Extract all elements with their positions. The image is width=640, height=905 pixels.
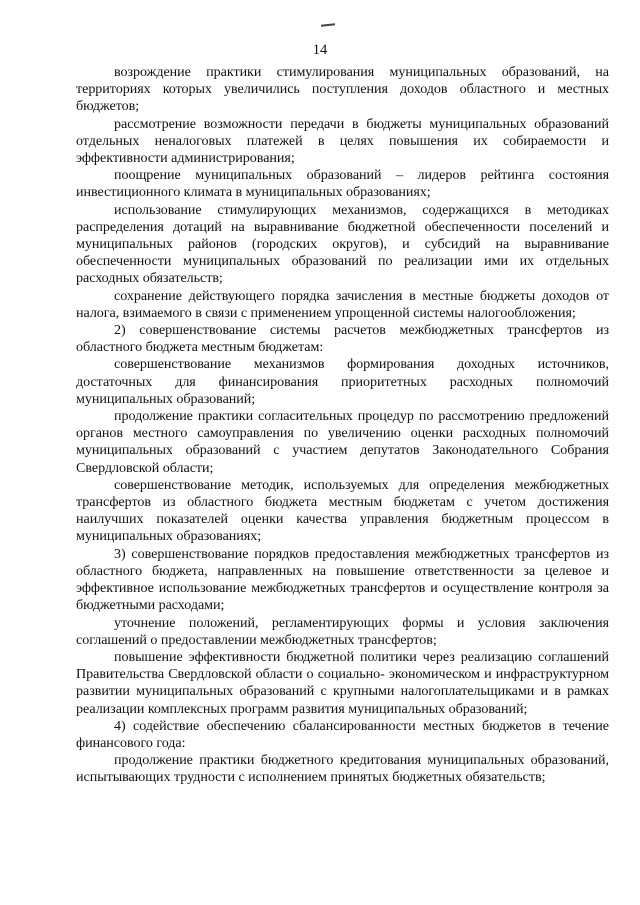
paragraph: рассмотрение возможности передачи в бюджеты муниципальных образований отдельных неналоговых платежей в целях повышения их собираемости и эффективности администрирования; — [76, 115, 609, 167]
paragraph: сохранение действующего порядка зачисления в местные бюджеты доходов от налога, взимаемого в связи с применением упрощенной системы налогообложения; — [76, 287, 609, 321]
paragraph: уточнение положений, регламентирующих формы и условия заключения соглашений о предоставлении межбюджетных трансфертов; — [76, 614, 609, 648]
paragraph: совершенствование механизмов формирования доходных источников, достаточных для финансирования приоритетных расходных полномочий муниципальных образований; — [76, 356, 609, 407]
page-number: 14 — [312, 42, 328, 58]
numbered-paragraph: 4) содействие обеспечению сбалансированности местных бюджетов в течение финансового года: — [76, 717, 609, 751]
document-body — [76, 64, 609, 787]
scan-mark — [321, 23, 335, 26]
paragraph: возрождение практики стимулирования муниципальных образований, на территориях которых увеличились поступления доходов областного и местных бюджетов; — [76, 64, 609, 115]
paragraph: продолжение практики согласительных процедур по рассмотрению предложений органов местного самоуправления по увеличению оценки расходных полномочий муниципальных образований с участием депутатов Законодательного Собрания Свердловской области; — [76, 408, 609, 476]
paragraph: поощрение муниципальных образований – лидеров рейтинга состояния инвестиционного климата в муниципальных образованиях; — [76, 167, 609, 201]
paragraph: использование стимулирующих механизмов, содержащихся в методиках распределения дотаций на выравнивание бюджетной обеспеченности поселений и муниципальных районов (городских округов), и субсидий на выравнивание обеспеченности муниципальных образований по реализации ими их отдельных расходных обязательств; — [76, 201, 609, 287]
paragraph: совершенствование методик, используемых для определения межбюджетных трансфертов из областного бюджета местным бюджетам с учетом достижения наилучших показателей оценки качества управления бюджетным процессом в муниципальных образованиях; — [76, 476, 609, 545]
numbered-paragraph: 2) совершенствование системы расчетов межбюджетных трансфертов из областного бюджета местным бюджетам: — [76, 322, 609, 356]
paragraph: продолжение практики бюджетного кредитования муниципальных образований, испытывающих трудности с исполнением принятых бюджетных обязательств; — [76, 752, 609, 786]
numbered-paragraph: 3) совершенствование порядков предоставления межбюджетных трансфертов из областного бюджета, направленных на повышение ответственности за целевое и эффективное использование межбюджетных трансфертов и осуществление контроля за бюджетными расходами; — [76, 545, 609, 614]
paragraph: повышение эффективности бюджетной политики через реализацию соглашений Правительства Свердловской области о социально- экономическом и инфраструктурном развитии муниципальных образований с крупными налогоплательщиками и в рамках реализации комплексных программ развития муниципальных образований; — [76, 648, 609, 717]
